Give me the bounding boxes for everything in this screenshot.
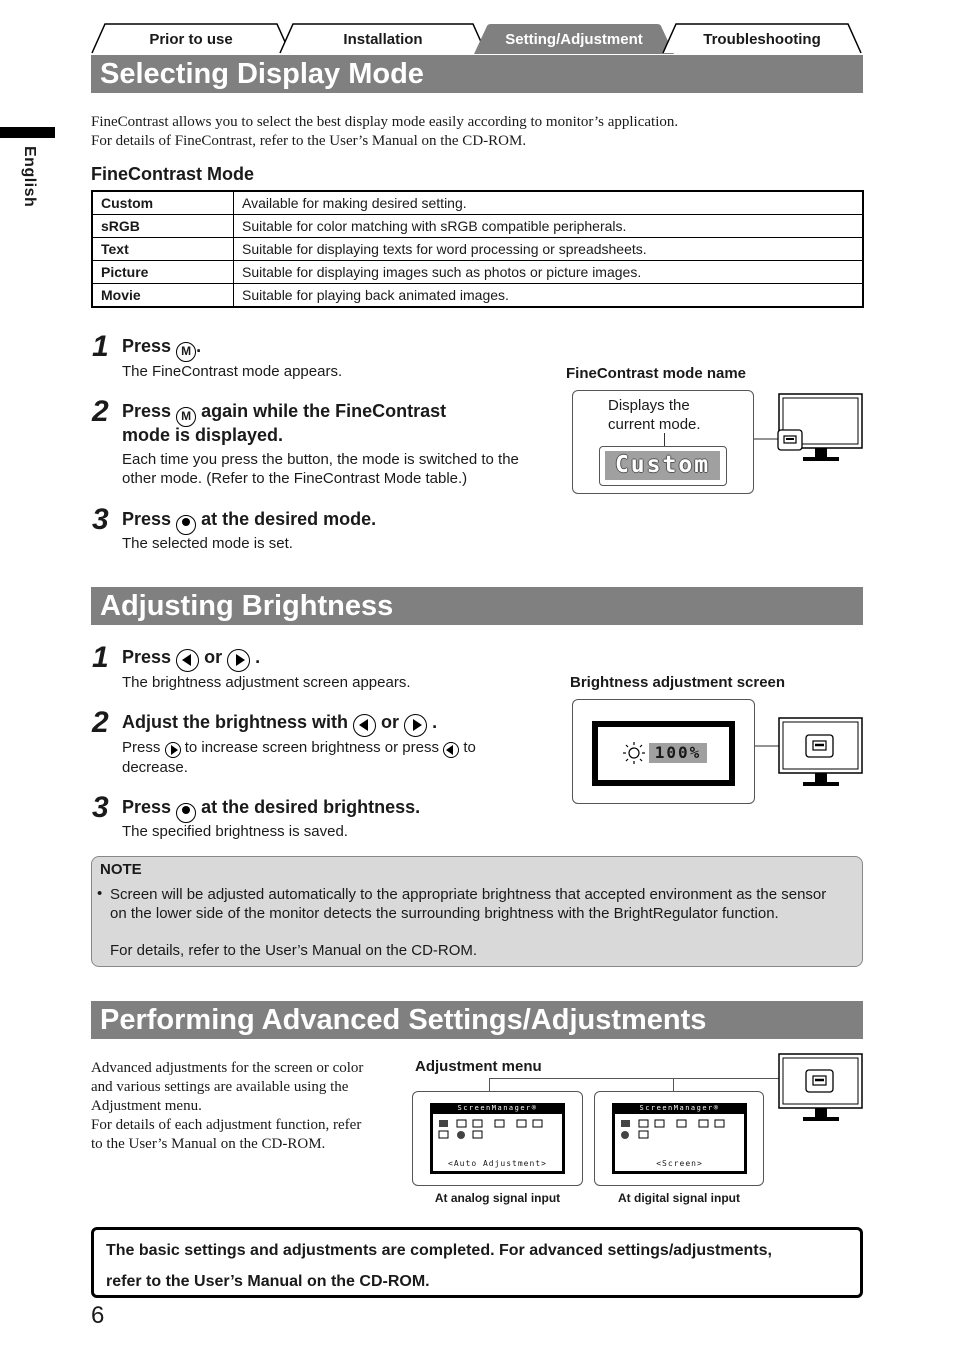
step-body: Each time you press the button, the mode is switched to the other mode. (Refer to the FineContrast Mode table.) [122, 451, 519, 487]
figure-caption: FineContrast mode name [566, 365, 747, 382]
step-body: The specified brightness is saved. [122, 823, 348, 840]
section-title-advanced: Performing Advanced Settings/Adjustments [91, 1001, 863, 1039]
page-number: 6 [91, 1302, 105, 1329]
table-title: FineContrast Mode [91, 164, 255, 184]
monitor-icon [760, 1052, 865, 1126]
step-body-text: to decrease. [122, 739, 476, 776]
mode-desc: Available for making desired setting. [234, 191, 864, 215]
callout-line [664, 433, 665, 447]
step-heading-line2: mode is displayed. [122, 425, 284, 445]
table-row [92, 261, 863, 284]
step-body-text: Press [122, 739, 161, 756]
mode-desc: Suitable for playing back animated images. [234, 284, 864, 308]
menu-footer: <Screen> [656, 1159, 703, 1168]
m-button-icon: M [176, 407, 196, 427]
adjustment-menu-analog [412, 1091, 583, 1186]
language-label: English [21, 146, 38, 208]
step-heading-text: Press [122, 647, 172, 667]
monitor-icon [750, 392, 865, 464]
left-button-icon [176, 649, 199, 672]
menu-caption: At digital signal input [618, 1191, 740, 1205]
left-button-icon [353, 714, 376, 737]
connector-line [489, 1078, 490, 1091]
step-body-text: to increase screen brightness or press [184, 739, 439, 756]
figure-caption: Adjustment menu [415, 1058, 542, 1075]
finecontrast-mode-table [91, 190, 864, 308]
menu-header: ScreenManager® [457, 1104, 538, 1112]
mode-name: sRGB [92, 215, 234, 238]
step-number: 1 [92, 641, 109, 674]
tab-prior-to-use[interactable] [91, 22, 291, 54]
step-number: 3 [92, 503, 109, 536]
step-heading [122, 645, 260, 672]
step-heading-text: Press [122, 401, 172, 421]
menu-footer: <Auto Adjustment> [448, 1159, 547, 1168]
completion-line: The basic settings and adjustments are completed. For advanced settings/adjustments, [106, 1242, 772, 1259]
mode-name: Text [92, 238, 234, 261]
section-title-display-mode: Selecting Display Mode [91, 55, 863, 93]
step-heading-text: . [432, 712, 438, 732]
tab-label: Prior to use [149, 31, 233, 48]
table-row [92, 238, 863, 261]
completion-line: refer to the User’s Manual on the CD-ROM. [106, 1273, 430, 1290]
step-number: 1 [92, 330, 109, 363]
note-box [91, 856, 863, 967]
side-marker [0, 127, 55, 138]
intro-line: FineContrast allows you to select the best display mode easily according to monitor’s application. [91, 114, 679, 130]
step-heading-text: at the desired mode. [201, 509, 377, 529]
tab-setting-adjustment[interactable] [474, 22, 674, 54]
step-heading [122, 710, 437, 737]
intro-line: For details of FineContrast, refer to the User’s Manual on the CD-ROM. [91, 133, 527, 149]
table-row [92, 191, 863, 215]
step-heading-text: Press [122, 336, 172, 356]
figure-caption: Brightness adjustment screen [570, 674, 786, 691]
completion-notice [91, 1227, 863, 1298]
step-body: The brightness adjustment screen appears. [122, 674, 411, 691]
step-body: The selected mode is set. [122, 535, 293, 552]
table-row [92, 284, 863, 308]
enter-button-icon [176, 515, 196, 535]
tab-label: Setting/Adjustment [505, 31, 643, 48]
step-heading-text: or [204, 647, 223, 667]
mode-name: Custom [92, 191, 234, 215]
step-heading [122, 507, 376, 535]
adjustment-menu-digital [594, 1091, 764, 1186]
mode-name: Movie [92, 284, 234, 308]
intro-line: Advanced adjustments for the screen or color [91, 1060, 364, 1076]
step-number: 2 [92, 706, 109, 739]
intro-line: to the User’s Manual on the CD-ROM. [91, 1136, 326, 1152]
step-number: 3 [92, 791, 109, 824]
step-heading-text: at the desired brightness. [201, 797, 421, 817]
right-button-icon [404, 714, 427, 737]
mode-desc: Suitable for displaying texts for word processing or spreadsheets. [234, 238, 864, 261]
mode-display-frame [599, 446, 727, 486]
brightness-value: 100% [649, 743, 707, 763]
step-heading-text: Press [122, 797, 172, 817]
step-heading-text: Adjust the brightness with [122, 712, 349, 732]
intro-line: Adjustment menu. [91, 1098, 202, 1114]
sun-icon [622, 741, 646, 765]
section-title-brightness: Adjusting Brightness [91, 587, 863, 625]
right-button-icon [165, 742, 181, 758]
note-text: Screen will be adjusted automatically to the appropriate brightness that accepted environment as the sensor on the lower side of the monitor detects the surrounding brightness with the BrightRegulator function. [110, 886, 827, 923]
m-button-icon: M [176, 342, 196, 362]
step-heading [122, 795, 420, 823]
step-heading-text: . [196, 336, 202, 356]
left-button-icon [443, 742, 459, 758]
step-body: The FineContrast mode appears. [122, 363, 343, 380]
step-heading-text: or [381, 712, 400, 732]
right-button-icon [227, 649, 250, 672]
menu-icons [619, 1118, 734, 1148]
connector-line [673, 1078, 674, 1091]
tab-label: Troubleshooting [703, 31, 821, 48]
step-number: 2 [92, 395, 109, 428]
callout-text: Displays the current mode. [608, 397, 701, 433]
mode-desc: Suitable for displaying images such as photos or picture images. [234, 261, 864, 284]
tab-label: Installation [343, 31, 423, 48]
menu-caption: At analog signal input [434, 1191, 561, 1205]
brightness-screen [592, 721, 735, 786]
step-body [122, 738, 522, 777]
mode-display-text: Custom [614, 452, 711, 478]
menu-header: ScreenManager® [639, 1104, 720, 1112]
tab-installation[interactable] [279, 22, 487, 54]
step-heading-text: Press [122, 509, 172, 529]
note-bullet: • [97, 885, 103, 902]
mode-name: Picture [92, 261, 234, 284]
step-heading [122, 334, 201, 362]
note-reference: For details, refer to the User’s Manual on the CD-ROM. [110, 942, 478, 959]
monitor-icon [750, 700, 865, 792]
note-title: NOTE [100, 861, 142, 878]
step-heading-text: . [255, 647, 261, 667]
intro-line: and various settings are available using the [91, 1079, 349, 1095]
menu-icons [437, 1118, 552, 1148]
tab-troubleshooting[interactable] [662, 22, 862, 54]
enter-button-icon [176, 803, 196, 823]
step-heading-text: again while the FineContrast [201, 401, 447, 421]
table-row [92, 215, 863, 238]
intro-line: For details of each adjustment function, refer [91, 1117, 362, 1133]
mode-desc: Suitable for color matching with sRGB compatible peripherals. [234, 215, 864, 238]
connector-line [489, 1078, 779, 1079]
